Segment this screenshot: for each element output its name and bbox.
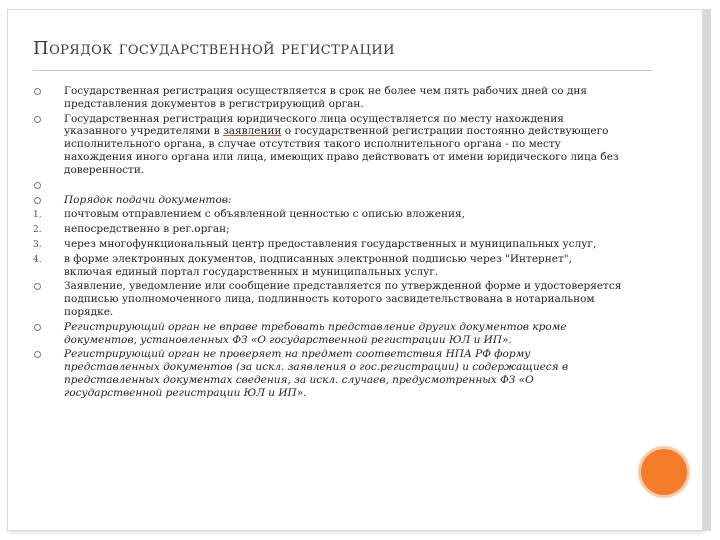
numbered-item bbox=[33, 223, 623, 236]
item-text: Порядок подачи документов: bbox=[64, 193, 232, 206]
item-text-part: Государственная регистрация юридического лица осуществляется по месту нахождения указанного учредителями в bbox=[64, 112, 564, 138]
title-divider bbox=[33, 70, 653, 71]
item-number: 1. bbox=[33, 210, 42, 221]
item-text: в форме электронных документов, подписанных электронной подписью через "Интернет", включая единый портал государственных и муниципальных услуг. bbox=[64, 252, 572, 278]
list-item bbox=[33, 85, 623, 111]
decorative-circle-icon bbox=[641, 449, 687, 495]
item-text: Регистрирующий орган не проверяет на предмет соответствия НПА РФ форму представленных документов (за искл. заявления о гос.регистрации) и содержащиеся в представленных документах сведения, за искл. случаев, предусмотренных ФЗ «О государственной регистрации ЮЛ и ИП». bbox=[64, 348, 569, 399]
content-list bbox=[33, 85, 623, 402]
list-item bbox=[33, 280, 623, 318]
list-item bbox=[33, 321, 623, 347]
list-item bbox=[33, 113, 623, 177]
numbered-item bbox=[33, 238, 623, 251]
item-number: 4. bbox=[33, 254, 42, 265]
item-text: почтовым отправлением с объявленной ценностью с описью вложения, bbox=[64, 208, 465, 221]
item-text: Заявление, уведомление или сообщение представляется по утвержденной форме и удостоверяется подписью уполномоченного лица, подлинность которого засвидетельствована в нотариальном порядке. bbox=[64, 280, 622, 318]
item-text: через многофункциональный центр предоставления государственных и муниципальных услуг, bbox=[64, 237, 597, 250]
item-text: Государственная регистрация осуществляется в срок не более чем пять рабочих дней со дня представления документов в регистрирующий орган. bbox=[64, 85, 588, 110]
item-text: Регистрирующий орган не вправе требовать представление других документов кроме документов, установленных ФЗ «О государственной регистрации ЮЛ и ИП». bbox=[64, 320, 567, 346]
list-item-empty bbox=[33, 179, 623, 192]
page-title: Порядок государственной регистрации bbox=[33, 38, 395, 59]
item-text-part: о государственной регистрации постоянно действующего исполнительного органа, в случае отсутствия такого исполнительного органа - по месту нахождения иного органа или лица, имеющих право действовать от имени юридического лица без доверенности. bbox=[64, 125, 619, 176]
list-item bbox=[33, 194, 623, 207]
application-link[interactable]: заявлении bbox=[223, 125, 282, 138]
slide-edge-bar bbox=[703, 9, 711, 531]
numbered-item bbox=[33, 208, 623, 221]
item-text bbox=[64, 113, 619, 176]
numbered-item bbox=[33, 253, 623, 279]
item-number: 2. bbox=[33, 225, 42, 236]
list-item bbox=[33, 348, 623, 399]
item-number: 3. bbox=[33, 239, 42, 250]
item-text: непосредственно в рег.орган; bbox=[64, 223, 230, 236]
